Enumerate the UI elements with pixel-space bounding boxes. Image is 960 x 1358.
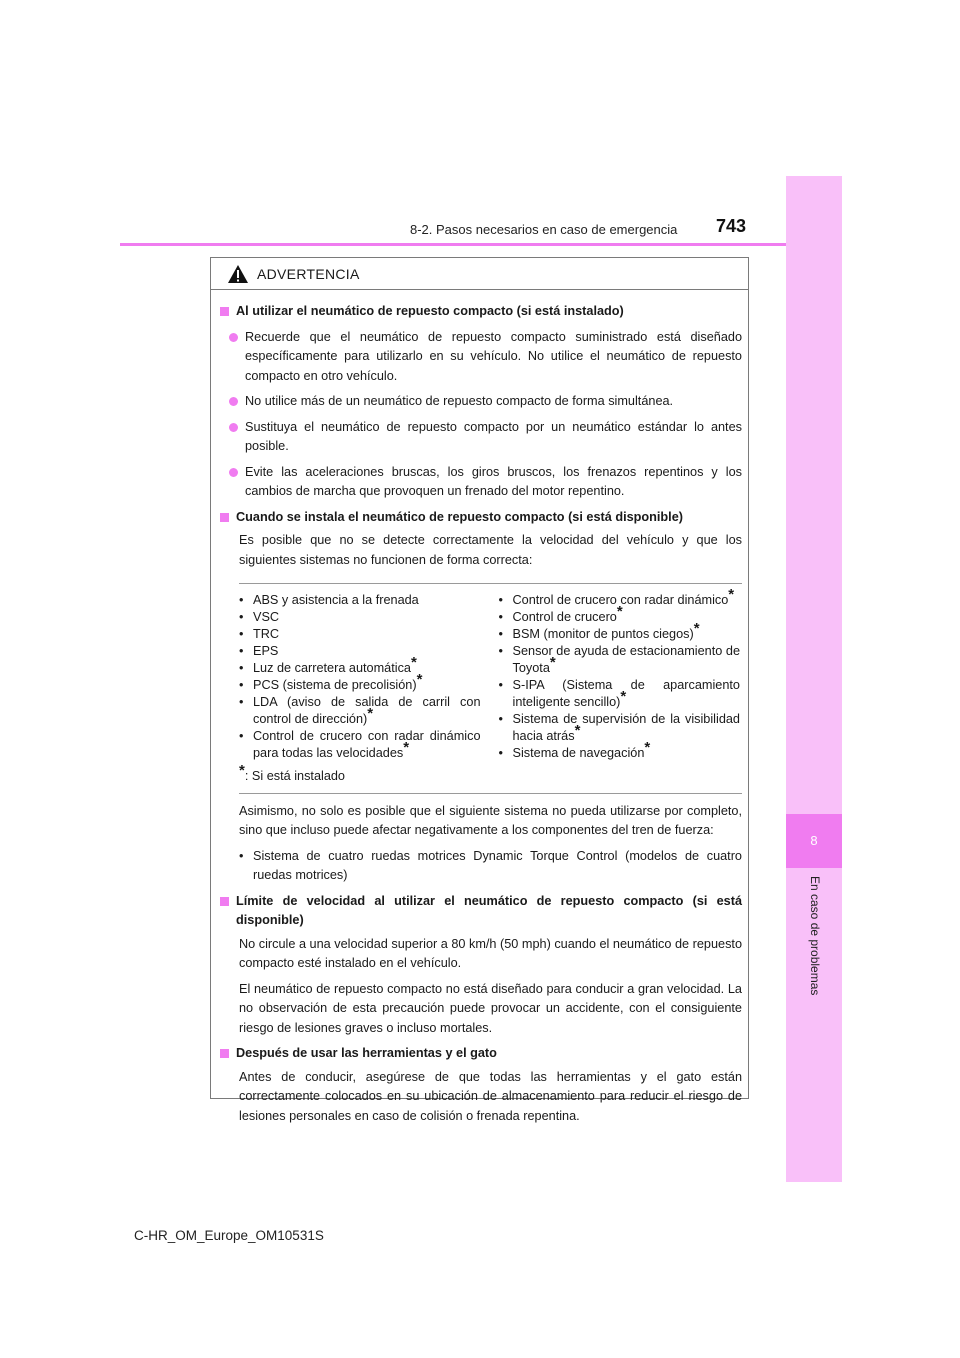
warning-box	[210, 257, 749, 1123]
systems-left-column	[239, 592, 491, 762]
page-number: 743	[716, 216, 747, 236]
paragraph: Es posible que no se detecte correctamente la velocidad del vehículo y que los siguientes sistemas no funcionen de forma correcta:	[239, 533, 742, 567]
section-title: 8-2. Pasos necesarios en caso de emergencia	[410, 222, 678, 237]
paragraph: El neumático de repuesto compacto no está diseñado para conducir a gran velocidad. La no observación de esta precaución puede provocar un accidente, con el consiguiente riesgo de lesiones graves o incluso mortales.	[239, 981, 742, 1035]
warning-title: ADVERTENCIA	[257, 265, 360, 282]
paragraph: No circule a una velocidad superior a 80 km/h (50 mph) cuando el neumático de repuesto compacto esté instalado en el vehículo.	[239, 936, 742, 970]
list-item: • Control de crucero*	[498, 603, 623, 624]
square-bullet-icon	[220, 897, 229, 906]
document-code: C-HR_OM_Europe_OM10531S	[134, 1228, 324, 1243]
list-item: • BSM (monitor de puntos ciegos)*	[498, 620, 700, 641]
list-item: • Luz de carretera automática*	[239, 654, 417, 675]
warning-triangle-icon	[227, 264, 249, 284]
section-heading: Al utilizar el neumático de repuesto compacto (si está instalado)	[219, 302, 742, 322]
square-bullet-icon	[220, 513, 229, 522]
list-item: • Sistema de supervisión de la visibilidad hacia atrás*	[498, 712, 740, 743]
square-bullet-icon	[220, 307, 229, 316]
circle-bullet-icon	[229, 333, 238, 342]
chapter-number: 8	[786, 814, 842, 868]
list-item: • Sistema de cuatro ruedas motrices Dynamic Torque Control (modelos de cuatro ruedas motrices)	[239, 848, 742, 882]
warning-header	[211, 258, 748, 290]
circle-bullet-icon	[229, 468, 238, 477]
section-heading: Después de usar las herramientas y el gato	[219, 1044, 742, 1064]
list-item: • VSC	[239, 610, 280, 624]
list-item: Recuerde que el neumático de repuesto compacto suministrado está diseñado específicamente para utilizarlo en su vehículo. No utilice el neumático de repuesto compacto en otro vehículo.	[229, 328, 742, 387]
circle-bullet-icon	[229, 397, 238, 406]
list-item: • ABS y asistencia a la frenada	[239, 593, 419, 607]
list-item: • LDA (aviso de salida de carril con control de dirección)*	[239, 695, 481, 726]
chapter-label: En caso de problemas	[808, 876, 822, 996]
list-item: • Control de crucero con radar dinámico para todas las velocidades*	[239, 729, 481, 760]
footnote: *: Si está instalado	[239, 762, 345, 783]
list-item: No utilice más de un neumático de repuesto compacto de forma simultánea.	[229, 392, 742, 412]
list-item: • Sensor de ayuda de estacionamiento de Toyota*	[498, 644, 740, 675]
warning-body	[211, 290, 748, 1126]
paragraph: Antes de conducir, asegúrese de que todas las herramientas y el gato están correctamente colocados en su ubicación de almacenamiento para reducir el riesgo de lesiones personales en caso de colisión o frenada repentina.	[239, 1069, 742, 1123]
header-rule	[120, 243, 786, 246]
list-item: • EPS	[239, 644, 279, 658]
paragraph: Asimismo, no solo es posible que el siguiente sistema no pueda utilizarse por completo, sino que incluso puede afectar negativamente a los componentes del tren de fuerza:	[239, 803, 742, 837]
affected-systems-box	[239, 583, 742, 794]
circle-bullet-icon	[229, 423, 238, 432]
list-item: Sustituya el neumático de repuesto compacto por un neumático estándar lo antes posible.	[229, 418, 742, 457]
list-item: • Sistema de navegación*	[498, 739, 651, 760]
list-item: Evite las aceleraciones bruscas, los giros bruscos, los frenazos repentinos y los cambios de marcha que provoquen un frenado del motor repentino.	[229, 463, 742, 502]
list-item: • PCS (sistema de precolisión)*	[239, 671, 423, 692]
systems-right-column	[491, 586, 743, 762]
section-heading: Cuando se instala el neumático de repuesto compacto (si está disponible)	[219, 508, 742, 528]
list-item: • Control de crucero con radar dinámico*	[498, 586, 735, 607]
chapter-side-tab	[786, 176, 842, 1182]
list-item: • S-IPA (Sistema de aparcamiento inteligente sencillo)*	[498, 678, 740, 709]
list-item: • TRC	[239, 627, 280, 641]
square-bullet-icon	[220, 1049, 229, 1058]
section-heading: Límite de velocidad al utilizar el neumático de repuesto compacto (si está disponible)	[219, 892, 742, 931]
